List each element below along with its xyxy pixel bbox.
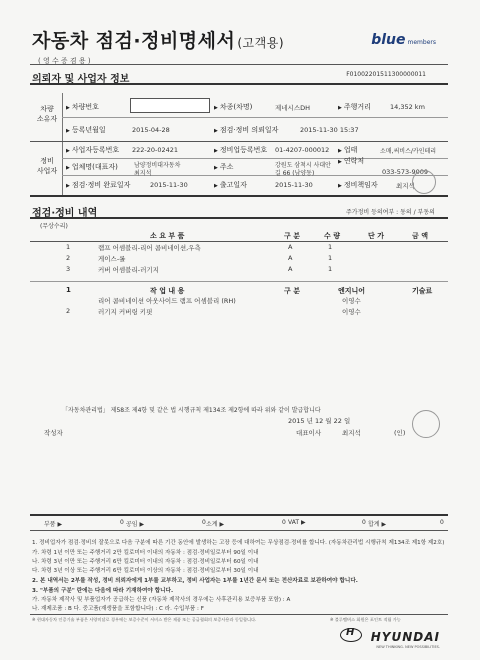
note-line: 1. 정비업자가 점검·정비의 잘못으로 다음 구분에 따른 기간 동안에 발생하는 고장 등에 대하여는 무상점검·정비를 합니다. (자동차관리법 시행규칙 제134조 제1항 제2호) (32, 540, 445, 546)
document-number: F01002201511300000011 (346, 71, 426, 78)
part-row-kind: A (288, 243, 293, 251)
works-col-fee: 기술료 (412, 287, 433, 295)
subtotal-label: 소계 ▶ (206, 521, 225, 528)
owner-group-label: 차량 소유자 (36, 105, 58, 123)
vehicle-no-label: ▶ 차량번호 (66, 102, 99, 112)
total-parts-value: 0 (120, 519, 124, 526)
parts-col-price: 단 가 (368, 232, 384, 240)
work-row-engineer: 이영수 (342, 297, 361, 305)
part-row-name: 커버 어셈블리-러기지 (98, 266, 159, 274)
works-col-kind: 구 분 (284, 287, 300, 295)
part-row-no: 2 (66, 254, 71, 262)
manager-label: ▶ 정비책임자 (338, 180, 378, 190)
info-top-rule (30, 83, 448, 85)
footer-rule (30, 614, 448, 615)
part-row-kind: A (288, 254, 293, 262)
part-row-kind: A (288, 265, 293, 273)
row-line (30, 141, 448, 142)
document-title (32, 26, 284, 53)
complete-date-value: 2015-11-30 (150, 181, 188, 189)
totals-top-rule (30, 514, 448, 516)
bluemembers-logo (371, 32, 436, 48)
biz-no-value: 222-20-02421 (132, 146, 179, 154)
mileage-value: 14,352 km (390, 103, 425, 111)
title-divider (30, 64, 448, 65)
seal-mark: (인) (394, 429, 406, 437)
vehicle-model-value: 제네시스DH (275, 104, 311, 112)
shop-reg-value: 01-4207-000012 (275, 146, 330, 154)
writer-label: 작성자 (44, 429, 63, 437)
row-line (62, 158, 448, 159)
phone-label: ▶ 연락처 (338, 156, 364, 166)
out-date-label: ▶ 출고일자 (214, 180, 247, 190)
subtotal-value: 0 (282, 519, 286, 526)
company-label: ▶ 업체명(대표자) (66, 162, 118, 172)
note-line: 나. 재제조품 : B 다. 중고품(재생품을 포함합니다) : C 라. 수입부품 : F (32, 606, 204, 612)
address-line1: 강원도 삼척시 사대안 (275, 162, 331, 169)
company-rep-value: 최지석 (134, 170, 152, 177)
parts-col-name: 소 요 부 품 (150, 232, 185, 240)
title-main: 자동차 점검·정비명세서 (32, 30, 236, 52)
hyundai-emblem-icon (340, 628, 362, 642)
rep-name: 최지석 (342, 429, 361, 437)
phone-value: 033-573-9009 (382, 168, 429, 176)
part-row-no: 3 (66, 265, 71, 273)
grand-total-label: 합계 ▶ (368, 521, 387, 528)
works-col-engineer: 엔지니어 (338, 287, 366, 295)
totals-bottom-rule (30, 530, 448, 531)
works-col-name: 작 업 내 용 (150, 287, 185, 295)
vat-value: 0 (362, 519, 366, 526)
biz-type-label: ▶ 업태 (338, 145, 357, 155)
hyundai-tagline: NEW THINKING. NEW POSSIBILITIES. (376, 645, 440, 649)
request-date-label: ▶ 점검·정비 의뢰일자 (214, 125, 278, 135)
note-line: 나. 차령 3년 이만 또는 주행거리 6만 킬로미터 이내의 자동차 : 점검·정비일로부터 60일 이내 (32, 559, 259, 565)
legal-statement: 「자동차관리법」 제58조 제4항 및 같은 법 시행규칙 제134조 제2항에 따라 위와 같이 발급합니다 (62, 407, 321, 414)
manager-stamp (412, 170, 436, 194)
brand-text: blue (371, 32, 406, 48)
note-line: 다. 차령 3년 이상 또는 주행거리 6만 킬로미터 이상의 자동차 : 점검·정비일로부터 30일 이내 (32, 568, 259, 574)
biz-no-label: ▶ 사업자등록번호 (66, 145, 119, 155)
info-bottom-rule (30, 195, 448, 197)
company-seal (412, 410, 440, 438)
shop-group-label: 정비 사업자 (36, 157, 58, 175)
details-heading: 점검·정비 내역 (32, 208, 98, 219)
shop-reg-label: ▶ 정비업등록번호 (214, 145, 267, 155)
mileage-label: ▶ 주행거리 (338, 102, 371, 112)
title-sub: (고객용) (237, 36, 285, 50)
parts-col-kind: 구 분 (284, 232, 300, 240)
address-label: ▶ 주소 (214, 162, 233, 172)
part-row-qty: 1 (328, 254, 333, 262)
complete-date-label: ▶ 점검·정비 완료일자 (66, 180, 130, 190)
repair-tag: (무상수리) (40, 223, 68, 230)
footer-right-note: ※ 블루멤버스 회원은 포인트 적립 가능 (330, 617, 401, 622)
manager-value: 최지석 (396, 182, 415, 190)
part-row-name: 게이스-롤 (98, 255, 126, 263)
reg-date-label: ▶ 등록년월일 (66, 125, 106, 135)
total-labor-label: 공임 ▶ (126, 521, 145, 528)
address-line2: 길 66 (남양동) (275, 170, 315, 177)
request-date-value: 2015-11-30 15:37 (300, 126, 359, 134)
hyundai-logo: HYUNDAI (370, 630, 440, 644)
work-row-name: 리어 콤비네이션 아웃사이드 램프 어셈블리 (RH) (98, 297, 236, 305)
vehicle-model-label: ▶ 차종(차명) (214, 102, 252, 112)
info-heading: 의뢰자 및 사업자 정보 (32, 74, 130, 85)
group-divider (62, 93, 63, 195)
footer-left-note: ※ 현대자동차 인증기술 부품은 사양미달로 경우에는 보증수준이 서비스 받은 제품 또는 공급협회의 보증사용과 동일합니다. (32, 617, 257, 622)
rep-label: 대표이사 (296, 429, 322, 437)
receipt-note: ( 영 수 증 겸 용 ) (38, 57, 91, 65)
part-row-qty: 1 (328, 243, 333, 251)
parts-header-rule (30, 241, 448, 242)
reg-date-value: 2015-04-28 (132, 126, 170, 134)
note-line: 2. 본 내역서는 2부를 작성, 정비 의뢰자에게 1부를 교부하고, 정비 사업자는 1부를 1년간 문서 또는 전산자료로 보관하여야 합니다. (32, 578, 358, 584)
brand-small: members (407, 39, 436, 46)
work-row-name: 러기지 커버링 키핏 (98, 308, 153, 316)
note-line: 가. 자동차 제작사 및 부품업자가 공급하는 신품 (자동차 제작사의 경우에는 사후관리용 보증부품 포함) : A (32, 597, 291, 603)
out-date-value: 2015-11-30 (275, 181, 313, 189)
consent-note: 주가정비 등의여부 : 동의 / 부동의 (346, 209, 435, 216)
vehicle-no-value-box (130, 98, 210, 113)
work-row-engineer: 이영수 (342, 308, 361, 316)
parts-col-amount: 금 액 (412, 232, 428, 240)
issue-date: 2015 년 12 월 22 일 (288, 417, 351, 425)
grand-total-value: 0 (440, 519, 444, 526)
part-row-no: 1 (66, 243, 71, 251)
work-row-no: 2 (66, 307, 71, 315)
biz-type-value: 소매,써비스/카인테리 (380, 148, 437, 155)
row-line (62, 117, 448, 118)
note-line: 3. "부품의 구분" 란에는 다음에 따라 기재하여야 합니다. (32, 588, 174, 594)
works-top-rule (30, 281, 448, 282)
parts-col-qty: 수 량 (324, 232, 340, 240)
part-row-qty: 1 (328, 265, 333, 273)
total-parts-label: 부품 ▶ (44, 521, 63, 528)
note-line: 가. 차령 1년 이만 또는 주행거리 2만 킬로미터 이내의 자동차 : 점검·정비일로부터 90일 이내 (32, 550, 259, 556)
total-labor-value: 0 (202, 519, 206, 526)
vat-label: VAT ▶ (288, 519, 306, 526)
company-value: 남양정비대자동차 (134, 162, 181, 169)
works-col-no: 1 (66, 286, 71, 294)
part-row-name: 램프 어셈블리-리어 콤비네이션,우측 (98, 244, 201, 252)
details-top-rule (30, 217, 448, 219)
